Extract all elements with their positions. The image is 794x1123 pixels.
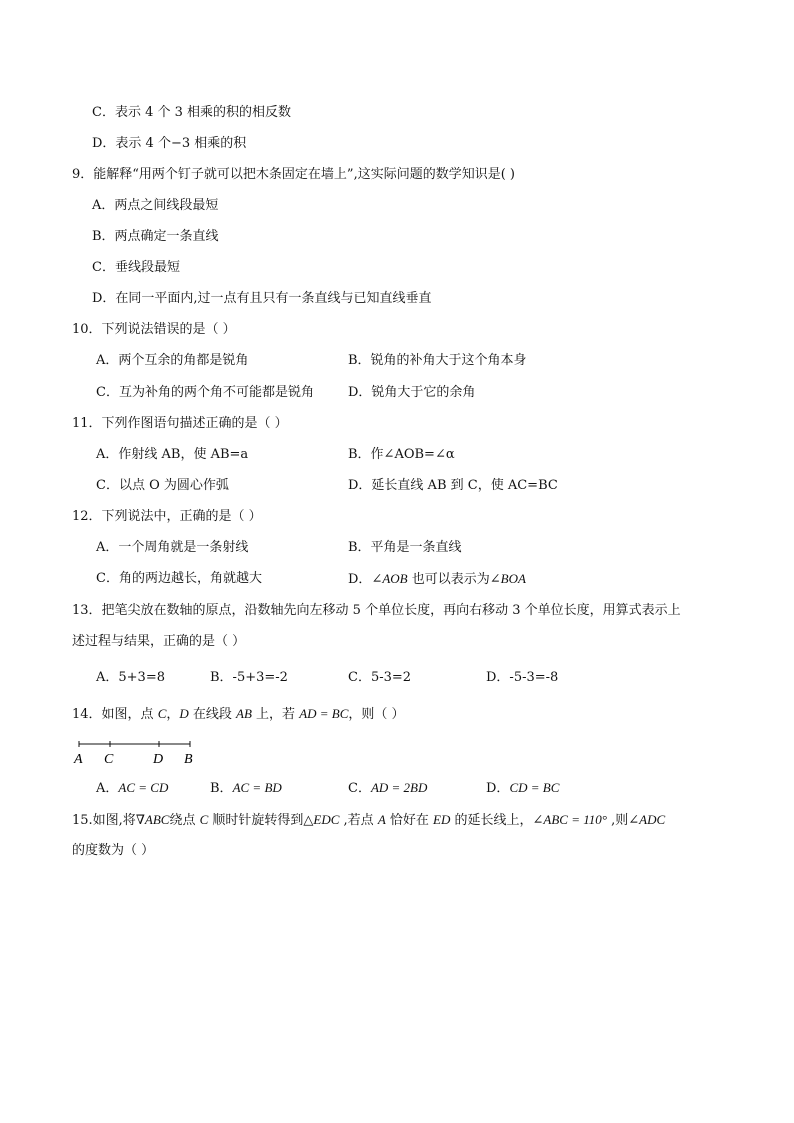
q13-option-a: A．5+3=8	[96, 670, 165, 685]
segment-diagram	[74, 738, 204, 770]
q15-stem-line2: 的度数为（ ）	[72, 843, 155, 858]
q13-stem-line1: 13．把笔尖放在数轴的原点，沿数轴先向左移动 5 个单位长度，再向右移动 3 个单位长度，用算式表示上	[72, 603, 681, 618]
q9-stem: 9．能解释“用两个钉子就可以把木条固定在墙上”,这实际问题的数学知识是( )	[72, 167, 515, 182]
q14-option-d: D．CD = BC	[486, 780, 560, 796]
q11-stem: 11．下列作图语句描述正确的是（ ）	[72, 416, 288, 431]
q11-option-b: B．作∠AOB=∠α	[348, 447, 455, 462]
q15-stem-line1: 15.如图,将∇ABC绕点 C 顺时针旋转得到△EDC ,若点 A 恰好在 ED 的延长线上，∠ABC = 110° ,则∠ADC	[72, 812, 666, 828]
label-d: D	[153, 752, 164, 767]
q10-option-a: A．两个互余的角都是锐角	[96, 353, 249, 368]
q9-option-c: C．垂线段最短	[92, 260, 180, 275]
q12-option-b: B．平角是一条直线	[348, 540, 462, 555]
q10-option-c: C．互为补角的两个角不可能都是锐角	[96, 385, 314, 400]
q12-option-d: D．∠AOB 也可以表示为∠BOA	[348, 571, 526, 587]
label-a: A	[74, 752, 83, 767]
q12-option-a: A．一个周角就是一条射线	[96, 540, 249, 555]
q14-stem: 14．如图，点 C，D 在线段 AB 上，若 AD = BC，则（ ）	[72, 706, 405, 722]
q12-stem: 12．下列说法中，正确的是（ ）	[72, 509, 262, 524]
q13-option-b: B．-5+3=-2	[210, 670, 288, 685]
q14-option-b: B．AC = BD	[210, 780, 282, 796]
q9-option-b: B．两点确定一条直线	[92, 229, 219, 244]
label-c: C	[104, 752, 114, 767]
segment-diagram-svg	[74, 738, 204, 770]
q10-stem: 10．下列说法错误的是（ ）	[72, 322, 236, 337]
q8-option-c: C．表示 4 个 3 相乘的积的相反数	[92, 105, 292, 120]
q8-option-d: D．表示 4 个−3 相乘的积	[92, 136, 247, 151]
q10-option-d: D．锐角大于它的余角	[348, 385, 476, 400]
q10-option-b: B．锐角的补角大于这个角本身	[348, 353, 527, 368]
q11-option-a: A．作射线 AB，使 AB=a	[96, 447, 249, 462]
q11-option-d: D．延长直线 AB 到 C，使 AC=BC	[348, 478, 558, 493]
q9-option-d: D．在同一平面内,过一点有且只有一条直线与已知直线垂直	[92, 291, 432, 306]
q9-option-a: A．两点之间线段最短	[92, 198, 219, 213]
q13-option-c: C．5-3=2	[348, 670, 412, 685]
q13-stem-line2: 述过程与结果，正确的是（ ）	[72, 634, 246, 649]
q12-option-c: C．角的两边越长，角就越大	[96, 571, 262, 586]
q11-option-c: C．以点 O 为圆心作弧	[96, 478, 229, 493]
q13-option-d: D．-5-3=-8	[486, 670, 559, 685]
label-b: B	[184, 752, 193, 767]
q14-option-c: C．AD = 2BD	[348, 780, 428, 796]
q14-option-a: A．AC = CD	[96, 780, 169, 796]
